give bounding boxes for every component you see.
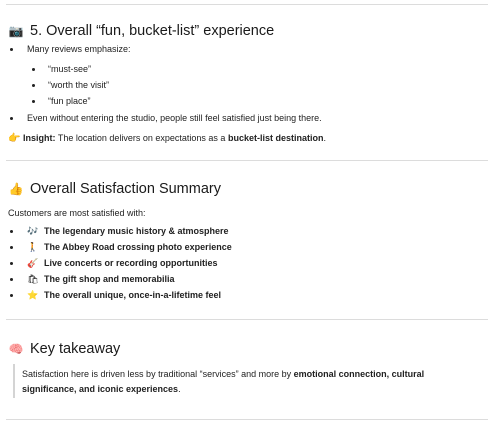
summary-item-text: The overall unique, once-in-a-lifetime feel [44,290,222,300]
list-item [27,113,322,123]
thumbs-up-icon: 👍 [8,182,24,196]
summary-item [27,226,229,237]
section-heading [8,23,274,39]
camera-icon: 📷 [8,24,24,38]
bullet [32,100,35,103]
bullet [32,68,35,71]
summary-item-text: The Abbey Road crossing photo experience [44,242,232,252]
guitar-icon: 🎸 [27,259,39,269]
list-item-text: Even without entering the studio, people still feel satisfied just being there. [27,113,322,123]
quote-text: “must-see” [48,64,92,74]
quote-text: “worth the visit” [48,80,110,90]
brain-icon: 🧠 [8,342,24,356]
section-title: Overall Satisfaction Summary [30,181,221,197]
quote-item [48,96,91,106]
section-heading [8,341,120,357]
list-item [27,44,131,54]
summary-item-text: The legendary music history & atmosphere [44,226,229,236]
bullet [10,48,13,51]
section-title: Key takeaway [30,341,121,357]
pointing-hand-icon: 👉 [8,133,21,144]
divider [6,319,488,320]
summary-item-text: The gift shop and memorabilia [44,274,175,284]
summary-item [27,274,175,285]
walking-person-icon: 🚶 [27,243,39,253]
insight-label: Insight: [23,133,56,143]
bullet [10,246,13,249]
bullet [10,262,13,265]
summary-intro [8,208,146,218]
insight-bold: bucket-list destination [227,133,324,143]
quote-item [48,64,91,74]
star-icon: ⭐ [27,291,39,301]
divider [6,160,488,161]
summary-item-text: Live concerts or recording opportunities [44,258,218,268]
takeaway-quote [22,367,472,397]
summary-item [27,242,232,253]
insight-line [8,133,326,144]
insight-end: . [323,133,326,143]
divider-top [6,4,488,5]
section-heading [8,181,221,197]
list-item-text: Many reviews emphasize: [27,44,131,54]
summary-intro-text: Customers are most satisfied with: [8,208,146,218]
bullet [10,294,13,297]
bullet [10,230,13,233]
section-title: 5. Overall “fun, bucket-list” experience [30,23,275,39]
shopping-bag-icon: 🛍 [27,275,39,285]
bullet [10,278,13,281]
bullet [32,84,35,87]
divider-bottom [6,419,488,420]
quote-item [48,80,109,90]
takeaway-text: Satisfaction here is driven less by traditional “services” and more by [22,369,292,379]
takeaway-end: . [178,384,181,394]
music-notes-icon: 🎶 [27,227,39,237]
summary-item [27,258,218,269]
insight-text: The location delivers on expectations as a [57,133,226,143]
takeaway-bold: emotional connection, cultural significance, and iconic experiences [22,369,425,394]
summary-item [27,290,221,301]
quote-text: “fun place” [48,96,91,106]
bullet [10,117,13,120]
blockquote-bar [13,364,15,398]
